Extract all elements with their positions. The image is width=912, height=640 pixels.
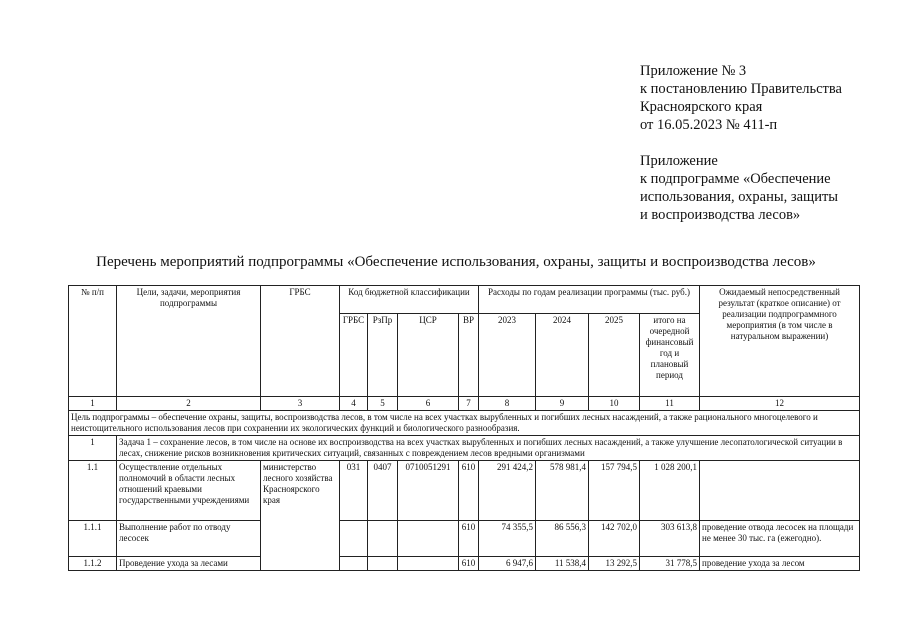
appendix-line: Красноярского края	[640, 99, 763, 115]
row-vr: 610	[459, 521, 479, 557]
task-num: 1	[69, 436, 117, 461]
col-number: 7	[459, 397, 479, 411]
appendix-line: Приложение № 3	[640, 63, 747, 79]
header-sub-csr: ЦСР	[398, 314, 459, 397]
col-number: 3	[261, 397, 340, 411]
col-number: 8	[479, 397, 536, 411]
row-grbs-code	[340, 557, 368, 571]
header-2025: 2025	[589, 314, 640, 397]
row-rzpr	[368, 521, 398, 557]
col-number: 6	[398, 397, 459, 411]
goal-row	[69, 411, 860, 436]
appendix-line: к постановлению Правительства	[640, 81, 842, 97]
header-sub-vr: ВР	[459, 314, 479, 397]
appendix-line: Приложение	[640, 153, 718, 169]
header-sub-grbs: ГРБС	[340, 314, 368, 397]
row-vr: 610	[459, 461, 479, 521]
appendix-line: и воспроизводства лесов»	[640, 207, 801, 223]
row-vr: 610	[459, 557, 479, 571]
row-2024: 11 538,4	[536, 557, 589, 571]
header-sub-rzpr: РзПр	[368, 314, 398, 397]
row-csr	[398, 521, 459, 557]
goal-text: Цель подпрограммы – обеспечение охраны, защиты, воспроизводства лесов, в том числе на всех участках вырубленных и погибших лесных насаждений, а также рационального многоцелевого и неистощительного использования лесов при сохранении их экологических функций и биологического разнообразия.	[69, 411, 860, 436]
header-2023: 2023	[479, 314, 536, 397]
col-number: 2	[117, 397, 261, 411]
row-2024: 86 556,3	[536, 521, 589, 557]
col-number: 4	[340, 397, 368, 411]
task-row	[69, 436, 860, 461]
header-num: № п/п	[69, 286, 117, 397]
appendix-line: к подпрограмме «Обеспечение	[640, 171, 831, 187]
row-2023: 6 947,6	[479, 557, 536, 571]
appendix-line: использования, охраны, защиты	[640, 189, 839, 205]
col-number: 5	[368, 397, 398, 411]
header-expected-result: Ожидаемый непосредственный результат (краткое описание) от реализации подпрограммного мероприятия (в том числе в натуральном выражении)	[700, 286, 860, 397]
row-num: 1.1	[69, 461, 117, 521]
row-name: Выполнение работ по отводу лесосек	[117, 521, 261, 557]
row-2025: 157 794,5	[589, 461, 640, 521]
header-grbs: ГРБС	[261, 286, 340, 397]
header-2024: 2024	[536, 314, 589, 397]
row-name: Осуществление отдельных полномочий в области лесных отношений краевыми государственными учреждениями	[117, 461, 261, 521]
row-total: 1 028 200,1	[640, 461, 700, 521]
row-num: 1.1.1	[69, 521, 117, 557]
row-total: 303 613,8	[640, 521, 700, 557]
row-2023: 291 424,2	[479, 461, 536, 521]
col-number: 10	[589, 397, 640, 411]
row-grbs-code	[340, 521, 368, 557]
row-rzpr	[368, 557, 398, 571]
row-2025: 142 702,0	[589, 521, 640, 557]
row-num: 1.1.2	[69, 557, 117, 571]
row-csr: 0710051291	[398, 461, 459, 521]
row-2025: 13 292,5	[589, 557, 640, 571]
table-row	[69, 461, 860, 521]
col-number: 1	[69, 397, 117, 411]
row-result: проведение ухода за лесом	[700, 557, 860, 571]
appendix-line: от 16.05.2023 № 411-п	[640, 117, 778, 133]
header-expenses: Расходы по годам реализации программы (тыс. руб.)	[479, 286, 700, 314]
col-number: 12	[700, 397, 860, 411]
row-grbs-name: министерство лесного хозяйства Красноярского края	[261, 461, 340, 571]
row-2024: 578 981,4	[536, 461, 589, 521]
header-row	[69, 286, 860, 314]
row-grbs-code: 031	[340, 461, 368, 521]
table-row	[69, 521, 860, 557]
row-csr	[398, 557, 459, 571]
row-result: проведение отвода лесосек на площади не менее 30 тыс. га (ежегодно).	[700, 521, 860, 557]
col-number: 9	[536, 397, 589, 411]
row-name: Проведение ухода за лесами	[117, 557, 261, 571]
appendix-block	[640, 62, 842, 224]
header-goals: Цели, задачи, мероприятия подпрограммы	[117, 286, 261, 397]
task-text: Задача 1 – сохранение лесов, в том числе на основе их воспроизводства на всех участках вырубленных и погибших лесных насаждений, а также улучшение лесопатологической ситуации в лесах, снижение рисков возникновения критических ситуаций, связанных с повреждением лесов вредными организмами	[117, 436, 860, 461]
document-title: Перечень мероприятий подпрограммы «Обеспечение использования, охраны, защиты и воспроизводства лесов»	[96, 254, 816, 270]
row-result	[700, 461, 860, 521]
row-total: 31 778,5	[640, 557, 700, 571]
row-2023: 74 355,5	[479, 521, 536, 557]
table-row	[69, 557, 860, 571]
measures-table	[68, 285, 860, 571]
header-total: итого на очередной финансовый год и плановый период	[640, 314, 700, 397]
col-number: 11	[640, 397, 700, 411]
header-budget-class: Код бюджетной классификации	[340, 286, 479, 314]
column-number-row	[69, 397, 860, 411]
row-rzpr: 0407	[368, 461, 398, 521]
